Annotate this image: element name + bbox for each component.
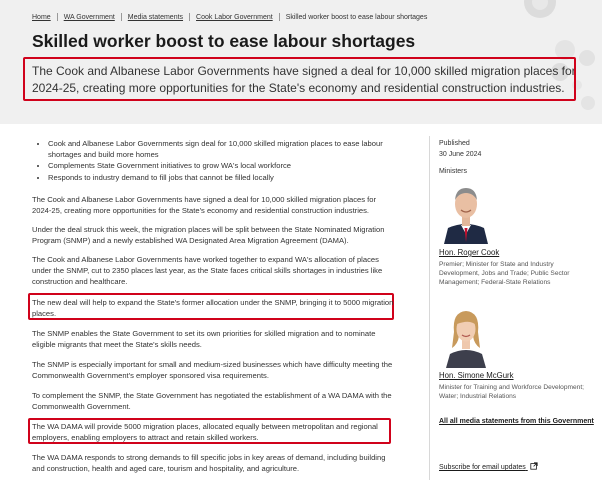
highlight-box-lead bbox=[23, 57, 576, 101]
body-paragraph: The new deal will help to expand the State's former allocation under the SNMP, bringing it to 5000 migration places. bbox=[32, 298, 394, 319]
minister-photo-simone-mcgurk[interactable] bbox=[440, 300, 492, 368]
subscribe-email-label: Subscribe for email updates bbox=[439, 464, 526, 471]
minister-link-roger-cook[interactable]: Hon. Roger Cook bbox=[439, 248, 500, 257]
minister-role-simone-mcgurk: Minister for Training and Workforce Development; Water; Industrial Relations bbox=[439, 384, 585, 401]
body-paragraph: Under the deal struck this week, the migration places will be split between the State Nominated Migration Program (SNMP) and a newly established WA Designated Area Migration Agreement (DAMA). bbox=[32, 225, 385, 246]
minister-photo-roger-cook[interactable] bbox=[440, 176, 492, 244]
breadcrumb-cook-labor-government-link[interactable]: Cook Labor Government bbox=[196, 13, 273, 21]
key-points-list bbox=[32, 138, 398, 183]
published-label: Published bbox=[439, 140, 470, 147]
body-paragraph: The Cook and Albanese Labor Governments have worked together to expand WA's allocation of places under the SNMP, cut to 2350 places last year, as the State faces critical skills shortages in industries like construction and healthcare. bbox=[32, 255, 383, 287]
breadcrumb-home-link[interactable]: Home bbox=[32, 13, 51, 21]
lead-paragraph: The Cook and Albanese Labor Governments have signed a deal for 10,000 skilled migration places for 2024-25, creating more opportunities for the State's economy and residential construction industries. bbox=[32, 64, 576, 95]
breadcrumb-wa-government-link[interactable]: WA Government bbox=[63, 13, 115, 21]
body-paragraph: The WA DAMA will provide 5000 migration places, allocated equally between metropolitan and regional employers, enabling employers to attract and retain skilled workers. bbox=[32, 422, 378, 443]
minister-link-simone-mcgurk[interactable]: Hon. Simone McGurk bbox=[439, 371, 514, 380]
all-media-statements-link[interactable]: All all media statements from this Government bbox=[439, 418, 594, 425]
list-item: • Complements State Government initiatives to grow WA's local workforce bbox=[48, 160, 398, 171]
body-paragraph: The WA DAMA responds to strong demands to fill specific jobs in key areas of demand, including building and construction, health and aged care, tourism and hospitality, and agriculture. bbox=[32, 453, 386, 474]
body-paragraph: The Cook and Albanese Labor Governments have signed a deal for 10,000 skilled migration places for 2024-25, creating more opportunities for the State's economy and residential construction industries. bbox=[32, 195, 377, 216]
breadcrumb bbox=[32, 13, 427, 21]
minister-role-roger-cook: Premier; Minister for State and Industry Development, Jobs and Trade; Public Sector Management; Federal-State Relations bbox=[439, 261, 570, 287]
breadcrumb-current-page: Skilled worker boost to ease labour shortages bbox=[285, 13, 428, 21]
breadcrumb-media-statements-link[interactable]: Media statements bbox=[127, 13, 184, 21]
ministers-label: Ministers bbox=[439, 168, 468, 175]
list-item: • Cook and Albanese Labor Governments sign deal for 10,000 skilled migration places to ease labour shortages and build more homes bbox=[48, 138, 398, 160]
published-date: 30 June 2024 bbox=[439, 151, 482, 158]
body-paragraph: To complement the SNMP, the State Government has negotiated the establishment of a WA DAMA with the Commonwealth Government. bbox=[32, 391, 392, 412]
subscribe-email-link[interactable] bbox=[439, 462, 538, 471]
external-link-icon bbox=[530, 462, 538, 470]
page-title: Skilled worker boost to ease labour shortages bbox=[32, 31, 416, 51]
sidebar-divider bbox=[429, 136, 430, 480]
list-item: • Responds to industry demand to fill jobs that cannot be filled locally bbox=[48, 172, 398, 183]
body-paragraph: The SNMP enables the State Government to set its own priorities for skilled migration and to nominate eligible migrants that meet the State's skills needs. bbox=[32, 329, 376, 350]
body-paragraph: The SNMP is especially important for small and medium-sized businesses which have difficulty meeting the Commonwealth Government's employer sponsored visa requirements. bbox=[32, 360, 393, 381]
key-points-list-container bbox=[32, 138, 398, 183]
